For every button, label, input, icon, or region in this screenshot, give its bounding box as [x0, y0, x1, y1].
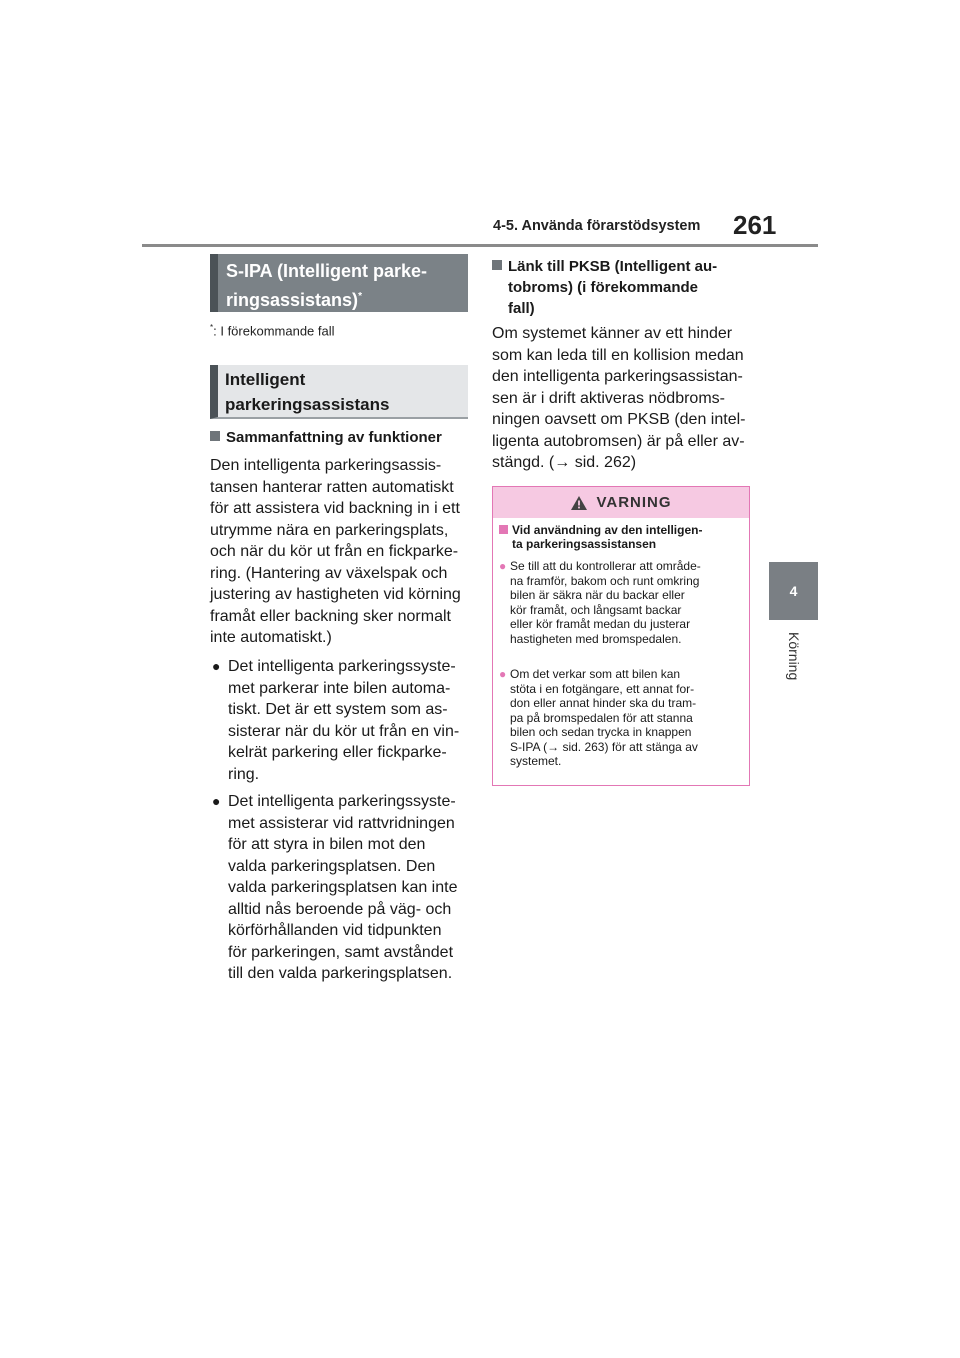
header-rule — [142, 244, 818, 247]
text-line: met parkerar inte bilen automa- — [228, 679, 451, 697]
square-marker-icon — [210, 431, 220, 441]
link-heading — [492, 256, 752, 319]
text-line: för parkeringen, samt avståndet — [228, 943, 454, 961]
text-line: utrymme nära en parkeringsplats, — [210, 521, 449, 539]
bullet-item — [212, 656, 472, 785]
link-paragraph — [492, 323, 754, 474]
link-heading-line: tobroms) (i förekommande — [508, 279, 699, 296]
text-line: tiskt. Det är ett system som as- — [228, 701, 448, 718]
warning-subheading-line: Vid användning av den intelligen- — [512, 523, 703, 537]
footnote — [210, 323, 335, 338]
text-line: den intelligenta parkeringsassistan- — [492, 368, 743, 385]
text-line: justering av hastigheten vid körning — [210, 586, 461, 603]
text-line: till den valda parkeringsplatsen. — [228, 965, 453, 982]
page-number: 261 — [733, 210, 777, 240]
text-line: valda parkeringsplatsen kan inte — [228, 879, 458, 896]
bullet-dot-icon: ● — [212, 658, 221, 674]
text-line: Om det verkar som att bilen kan — [510, 667, 681, 681]
text-line: hastigheten med bromspedalen. — [510, 631, 682, 646]
text-line: stöta i en fotgängare, ett annat for- — [510, 681, 695, 696]
text-line: inte automatiskt.) — [210, 629, 332, 646]
text-line: pa på bromspedalen för att stanna — [510, 710, 693, 725]
text-line: ring. — [228, 765, 260, 783]
text-line: framåt eller backning sker normalt — [210, 607, 451, 625]
text-line: och när du kör ut från en fickparke- — [210, 543, 459, 560]
text-line: Den intelligenta parkeringsassis- — [210, 457, 442, 474]
main-title — [210, 254, 468, 312]
text-line: körförhållanden vid tidpunkten — [228, 922, 442, 939]
text-line: alltid nås beroende på väg- och — [228, 900, 452, 918]
main-title-mark: * — [358, 291, 362, 302]
text-line: S-IPA (→ sid. 263) för att stänga av — [510, 739, 698, 754]
text-line: bilen är säkra när du backar eller — [510, 588, 685, 602]
text-line: ring. (Hantering av växelspak och — [210, 564, 448, 582]
subsection-title-line2: parkeringsassistans — [225, 395, 390, 414]
warning-box — [492, 486, 750, 786]
main-title-line1: S-IPA (Intelligent parke- — [226, 261, 428, 281]
text-line: Se till att du kontrollerar att område- — [510, 559, 701, 573]
summary-heading-text: Sammanfattning av funktioner — [226, 429, 442, 446]
text-line: ligenta autobromsen) är på eller av- — [492, 432, 745, 450]
subsection-title-line1: Intelligent — [225, 370, 306, 389]
warning-subheading-line: ta parkeringsassistansen — [512, 537, 657, 551]
link-heading-line: Länk till PKSB (Intelligent au- — [508, 258, 718, 275]
warning-item — [499, 559, 743, 646]
text-line: valda parkeringsplatsen. Den — [228, 857, 436, 875]
text-line: met assisterar vid rattvridningen — [228, 814, 455, 832]
bullet-dot-icon: ● — [212, 793, 221, 809]
text-line: för att assistera vid backning in i ett — [210, 500, 460, 517]
text-line: ningen oavsett om PKSB (den intel- — [492, 411, 746, 428]
text-line: bilen och sedan trycka in knappen — [510, 725, 692, 739]
text-line: Det intelligenta parkeringssyste- — [228, 658, 456, 675]
text-line: stängd. (→ sid. 262) — [492, 454, 637, 471]
warning-subheading — [499, 523, 743, 551]
text-line: tansen hanterar ratten automatiskt — [210, 478, 454, 496]
text-line: sen är i drift aktiveras nödbroms- — [492, 389, 725, 407]
summary-paragraph — [210, 455, 470, 649]
bullet-item — [212, 791, 472, 985]
warning-title: VARNING — [596, 494, 672, 511]
text-line: för att styra in bilen mot den — [228, 836, 426, 853]
square-marker-icon — [492, 260, 502, 270]
warning-header — [493, 487, 749, 518]
warning-triangle-icon — [570, 495, 588, 511]
bullet-dot-icon: ● — [499, 667, 507, 681]
footnote-text: : I förekommande fall — [213, 323, 335, 339]
text-line: sisterar när du kör ut från en vin- — [228, 722, 460, 740]
summary-heading — [210, 427, 442, 448]
section-label: 4-5. Använda förarstödsystem — [493, 218, 701, 234]
warning-item — [499, 667, 743, 769]
bullet-dot-icon: ● — [499, 559, 507, 573]
text-line: som kan leda till en kollision medan — [492, 346, 744, 364]
text-line: na framför, bakom och runt omkring — [510, 573, 700, 588]
subsection-title — [210, 365, 468, 419]
text-line: Det intelligenta parkeringssyste- — [228, 793, 456, 810]
text-line: don eller annat hinder ska du tram- — [510, 696, 697, 710]
footnote-mark: * — [210, 323, 214, 332]
chapter-label: Körning — [786, 632, 802, 681]
square-marker-icon — [499, 525, 508, 534]
chapter-tab: 4 — [769, 562, 818, 620]
text-line: eller kör framåt medan du justerar — [510, 617, 691, 631]
text-line: Om systemet känner av ett hinder — [492, 325, 733, 342]
link-heading-line: fall) — [508, 300, 535, 317]
text-line: kör framåt, och långsamt backar — [510, 602, 682, 617]
main-title-line2: ringsassistans) — [226, 290, 359, 310]
text-line: systemet. — [510, 754, 562, 768]
text-line: kelrät parkering eller fickparke- — [228, 744, 447, 761]
